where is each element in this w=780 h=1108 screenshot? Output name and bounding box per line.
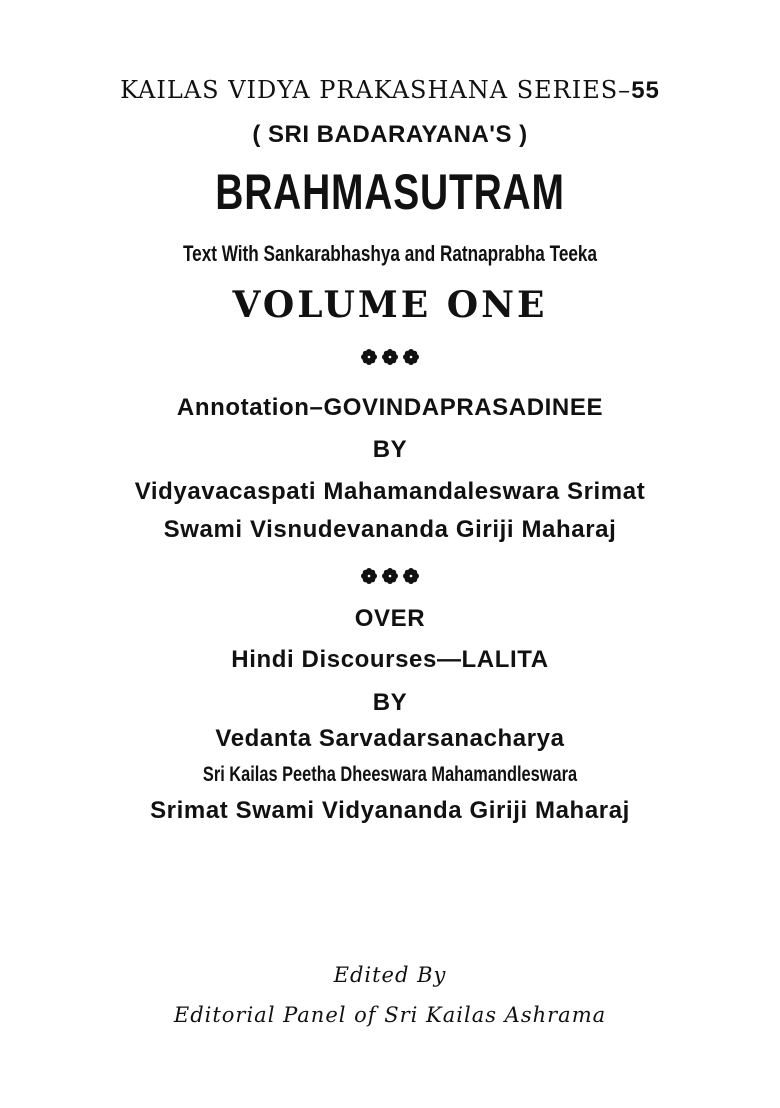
- discourser-line-2: Sri Kailas Peetha Dheeswara Mahamandleswara: [202, 763, 578, 786]
- editorial-panel-line: Editorial Panel of Sri Kailas Ashrama: [173, 1003, 607, 1027]
- annotator-line-2: Swami Visnudevananda Giriji Maharaj: [163, 516, 617, 543]
- floral-ornament-icon: [0, 567, 780, 585]
- book-subtitle: Text With Sankarabhashya and Ratnaprabha Teeka: [182, 241, 598, 266]
- discourser-line-3: Srimat Swami Vidyananda Giriji Maharaj: [150, 797, 630, 824]
- discourses-line: Hindi Discourses—LALITA: [231, 646, 549, 673]
- series-name: KAILAS VIDYA PRAKASHANA SERIES–: [120, 76, 632, 104]
- volume-label: VOLUME ONE: [232, 284, 548, 326]
- series-line: [0, 76, 780, 105]
- over-label: OVER: [354, 605, 426, 632]
- by-label: BY: [372, 436, 408, 463]
- annotation-line: Annotation–GOVINDAPRASADINEE: [176, 394, 604, 421]
- by-label: BY: [372, 689, 408, 716]
- discourser-line-1: Vedanta Sarvadarsanacharya: [215, 725, 565, 752]
- book-title: BRAHMASUTRAM: [215, 164, 565, 220]
- floral-ornament-icon: [0, 348, 780, 366]
- series-number: 55: [631, 77, 660, 104]
- edited-by-label: Edited By: [333, 963, 447, 987]
- annotator-line-1: Vidyavacaspati Mahamandaleswara Srimat: [134, 478, 646, 505]
- author-line: ( SRI BADARAYANA'S ): [252, 121, 528, 148]
